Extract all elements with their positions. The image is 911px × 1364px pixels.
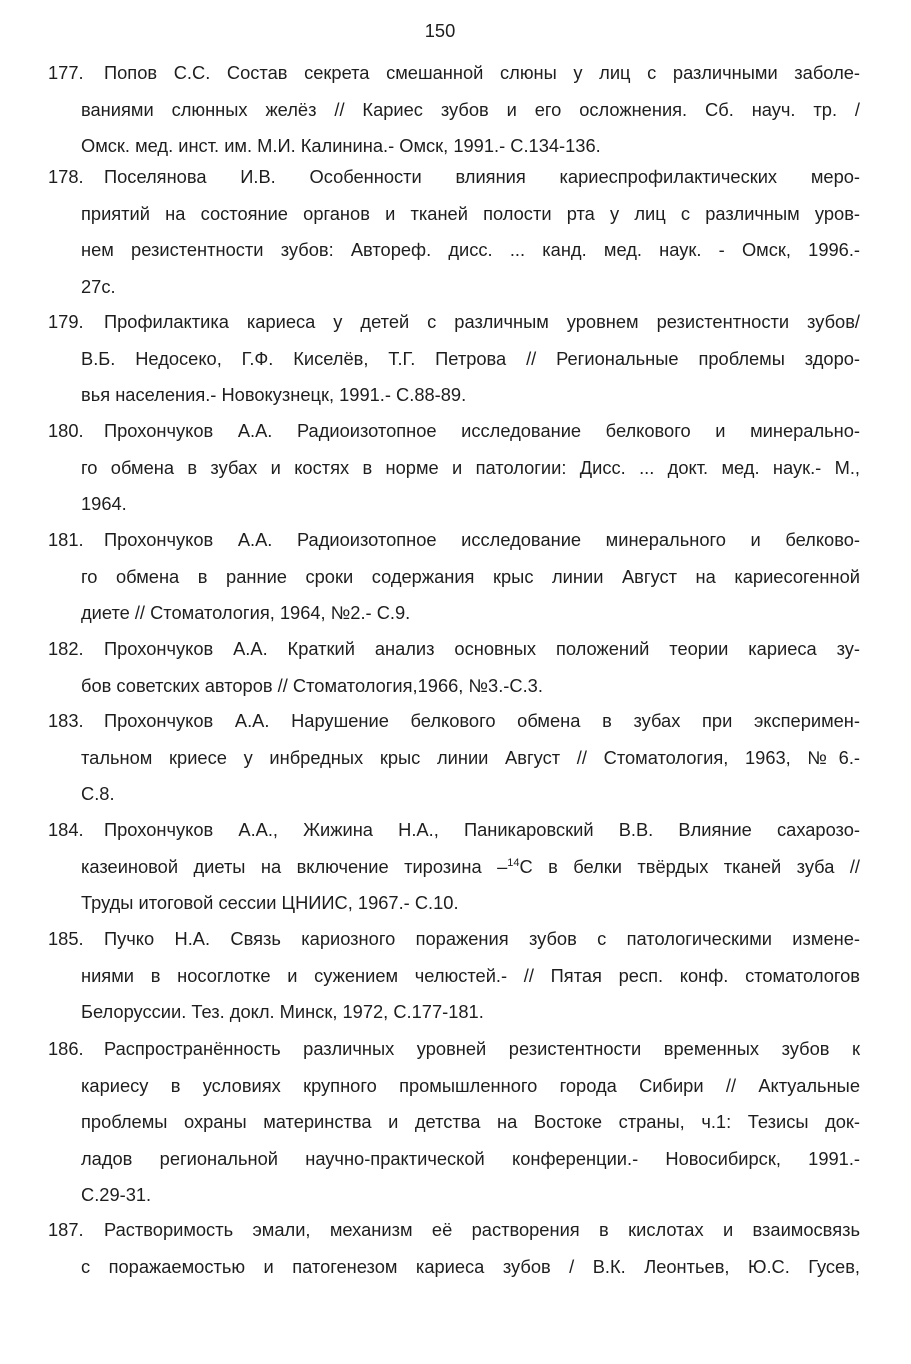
reference-185 [48, 921, 860, 1031]
reference-line: проблемы охраны материнства и детства на Востоке страны, ч.1: Тезисы док- [81, 1111, 860, 1133]
reference-line: ниями в носоглотке и сужением челюстей.- // Пятая респ. конф. стоматологов [81, 964, 860, 986]
reference-line: 186. Распространённость различных уровней резистентности временных зубов к [48, 1031, 860, 1068]
reference-line: нем резистентности зубов: Автореф. дисс. ... канд. мед. наук. - Омск, 1996.- [81, 239, 860, 261]
reference-line: 183. Прохончуков А.А. Нарушение белкового обмена в зубах при эксперимен- [48, 703, 860, 740]
reference-line: вья населения.- Новокузнецк, 1991.- С.88-89. [81, 384, 467, 406]
reference-line: 179. Профилактика кариеса у детей с различным уровнем резистентности зубов/ [48, 304, 860, 341]
reference-line: ваниями слюнных желёз // Кариес зубов и его осложнения. Сб. науч. тр. / [81, 98, 860, 120]
reference-184 [48, 812, 860, 922]
reference-line: казеиновой диеты на включение тирозина –$^{14}$С в белки твёрдых тканей зуба // [81, 855, 860, 877]
reference-number: 186. [48, 1038, 84, 1059]
reference-line: ладов региональной научно-практической конференции.- Новосибирск, 1991.- [81, 1147, 860, 1169]
reference-line: бов советских авторов // Стоматология,1966, №3.-С.3. [81, 674, 543, 696]
reference-line: 1964. [81, 493, 127, 515]
reference-181 [48, 522, 860, 632]
reference-177 [48, 55, 860, 165]
reference-line: 180. Прохончуков А.А. Радиоизотопное исследование белкового и минерально- [48, 413, 860, 450]
reference-line: го обмена в зубах и костях в норме и патологии: Дисс. ... докт. мед. наук.- М., [81, 456, 860, 478]
isotope-superscript: 14 [507, 856, 520, 869]
reference-line: 177. Попов С.С. Состав секрета смешанной слюны у лиц с различными заболе- [48, 55, 860, 92]
reference-179 [48, 304, 860, 414]
reference-line: 181. Прохончуков А.А. Радиоизотопное исследование минерального и белково- [48, 522, 860, 559]
reference-line: 178. Поселянова И.В. Особенности влияния кариеспрофилактических меро- [48, 159, 860, 196]
page-number: 150 [424, 20, 456, 41]
reference-line: Труды итоговой сессии ЦНИИС, 1967.- С.10. [81, 892, 459, 914]
reference-line: тальном криесе у инбредных крыс линии Август // Стоматология, 1963, №6.- [81, 746, 860, 768]
reference-line: приятий на состояние органов и тканей полости рта у лиц с различным уров- [81, 202, 860, 224]
reference-187 [48, 1212, 860, 1285]
reference-line: Белоруссии. Тез. докл. Минск, 1972, С.177-181. [81, 1001, 484, 1023]
reference-line: с поражаемостью и патогенезом кариеса зубов / В.К. Леонтьев, Ю.С. Гусев, [81, 1255, 860, 1277]
reference-180 [48, 413, 860, 523]
reference-line: Омск. мед. инст. им. М.И. Калинина.- Омск, 1991.- С.134-136. [81, 135, 601, 157]
reference-number: 187. [48, 1219, 84, 1240]
reference-number: 185. [48, 928, 84, 949]
reference-182 [48, 631, 860, 704]
reference-number: 179. [48, 311, 84, 332]
reference-178 [48, 159, 860, 305]
reference-line: 27с. [81, 275, 116, 297]
reference-183 [48, 703, 860, 813]
reference-line: го обмена в ранние сроки содержания крыс линии Август на кариесогенной [81, 565, 860, 587]
reference-number: 177. [48, 62, 84, 83]
reference-line: С.8. [81, 783, 115, 805]
reference-number: 184. [48, 819, 84, 840]
reference-line: 182. Прохончуков А.А. Краткий анализ основных положений теории кариеса зу- [48, 631, 860, 668]
reference-number: 181. [48, 529, 84, 550]
reference-line: диете // Стоматология, 1964, №2.- С.9. [81, 602, 411, 624]
reference-line: 187. Растворимость эмали, механизм её растворения в кислотах и взаимосвязь [48, 1212, 860, 1249]
reference-line: В.Б. Недосеко, Г.Ф. Киселёв, Т.Г. Петрова // Региональные проблемы здоро- [81, 347, 860, 369]
reference-line: 184. Прохончуков А.А., Жижина Н.А., Паникаровский В.В. Влияние сахарозо- [48, 812, 860, 849]
reference-186 [48, 1031, 860, 1214]
reference-line: С.29-31. [81, 1184, 152, 1206]
reference-number: 178. [48, 166, 84, 187]
reference-number: 182. [48, 638, 84, 659]
reference-line: 185. Пучко Н.А. Связь кариозного поражения зубов с патологическими измене- [48, 921, 860, 958]
reference-number: 183. [48, 710, 84, 731]
reference-line: кариесу в условиях крупного промышленного города Сибири // Актуальные [81, 1074, 860, 1096]
reference-number: 180. [48, 420, 84, 441]
